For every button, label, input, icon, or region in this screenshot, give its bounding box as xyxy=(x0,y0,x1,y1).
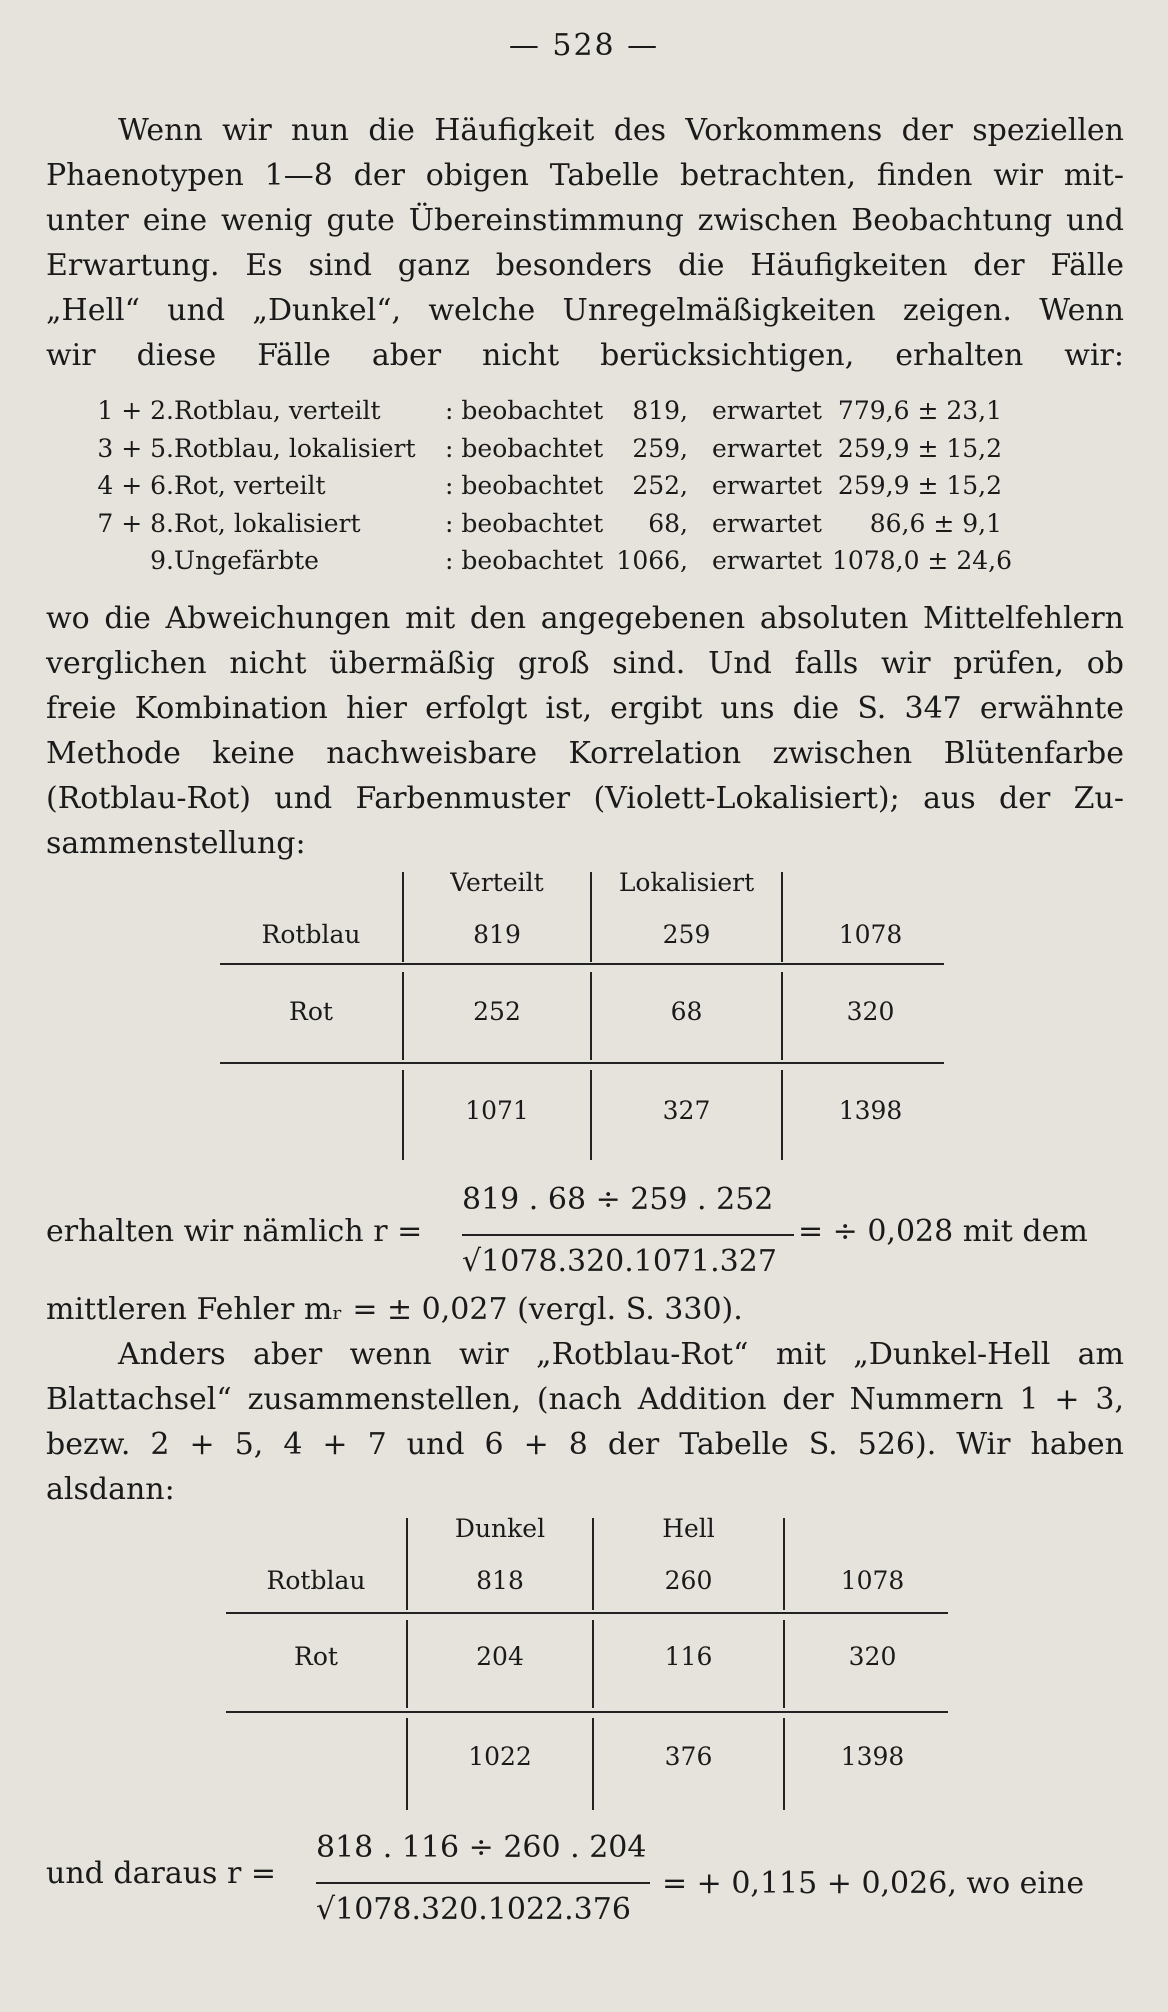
item-label: Rot, lokalisiert xyxy=(174,508,361,538)
formula-lead: erhalten wir nämlich r = xyxy=(46,1214,423,1249)
formula-denominator: √1078.320.1022.376 xyxy=(316,1892,631,1927)
text-line: Blattachsel“ zusammenstellen, (nach Addition der Nummern 1 + 3, xyxy=(46,1382,1124,1417)
row-label: Rot xyxy=(289,997,333,1026)
text-line: wo die Abweichungen mit den angegebenen absoluten Mittelfehlern xyxy=(46,601,1124,636)
item-observed-label: : beobachtet xyxy=(445,508,604,538)
item-label: Rotblau, lokalisiert xyxy=(174,433,416,463)
formula-numerator: 818 . 116 ÷ 260 . 204 xyxy=(316,1830,647,1865)
text-line: freie Kombination hier erfolgt ist, ergibt uns die S. 347 erwähnte xyxy=(46,691,1124,726)
item-expected-value: 1078,0 ± 24,6 xyxy=(832,546,1012,575)
text-line: Methode keine nachweisbare Korrelation zwischen Blütenfarbe xyxy=(46,736,1124,771)
text-line: bezw. 2 + 5, 4 + 7 und 6 + 8 der Tabelle S. 526). Wir haben xyxy=(46,1427,1124,1462)
item-observed-label: : beobachtet xyxy=(445,546,604,575)
text-line: unter eine wenig gute Übereinstimmung zwischen Beobachtung und xyxy=(46,203,1124,238)
item-number: 7 + 8. xyxy=(97,508,174,538)
text-line: wir diese Fälle aber nicht berücksichtigen, erhalten wir: xyxy=(46,338,1124,373)
item-number: 1 + 2. xyxy=(97,396,174,425)
table-cell: 252 xyxy=(473,997,521,1026)
item-label: Rotblau, verteilt xyxy=(174,396,381,425)
table-cell: 819 xyxy=(473,920,521,949)
item-expected-value: 86,6 ± 9,1 xyxy=(869,508,1002,538)
text-line: „Hell“ und „Dunkel“, welche Unregelmäßigkeiten zeigen. Wenn xyxy=(46,293,1124,328)
text-line: Anders aber wenn wir „Rotblau-Rot“ mit „Dunkel-Hell am xyxy=(118,1337,1124,1372)
item-number: 9. xyxy=(150,546,174,575)
text-line: (Rotblau-Rot) und Farbenmuster (Violett-Lokalisiert); aus der Zu- xyxy=(46,781,1124,816)
table-cell: 260 xyxy=(664,1566,713,1595)
item-number: 4 + 6. xyxy=(97,471,174,500)
row-label: Rotblau xyxy=(261,920,361,949)
table-cell: 376 xyxy=(664,1742,713,1771)
item-expected-value: 259,9 ± 15,2 xyxy=(837,471,1002,500)
item-expected-label: erwartet xyxy=(712,396,822,425)
item-observed-label: : beobachtet xyxy=(445,471,604,500)
item-observed-count: 259, xyxy=(632,433,688,463)
column-header: Dunkel xyxy=(454,1514,546,1543)
table-cell: 68 xyxy=(670,997,703,1026)
item-observed-label: : beobachtet xyxy=(445,433,604,463)
row-label: Rot xyxy=(294,1642,338,1671)
table-cell: 1071 xyxy=(465,1096,529,1125)
table-cell: 1398 xyxy=(838,1096,903,1125)
table-cell: 259 xyxy=(662,920,711,949)
text-line: Phaenotypen 1—8 der obigen Tabelle betrachten, finden wir mit- xyxy=(46,158,1124,193)
item-label: Ungefärbte xyxy=(174,546,319,575)
text-line: Erwartung. Es sind ganz besonders die Häufigkeiten der Fälle xyxy=(46,248,1124,283)
table-cell: 1022 xyxy=(468,1742,532,1771)
table-cell: 320 xyxy=(848,1642,897,1671)
item-expected-value: 779,6 ± 23,1 xyxy=(837,396,1002,425)
item-expected-label: erwartet xyxy=(712,471,822,500)
item-observed-count: 252, xyxy=(632,471,688,500)
table-cell: 204 xyxy=(476,1642,524,1671)
item-observed-count: 1066, xyxy=(616,546,688,575)
item-observed-count: 819, xyxy=(632,396,688,425)
column-header: Lokalisiert xyxy=(618,868,755,897)
table-cell: 1078 xyxy=(838,920,903,949)
text-line: mittleren Fehler mᵣ = ± 0,027 (vergl. S. 330). xyxy=(46,1292,743,1327)
table-cell: 116 xyxy=(664,1642,713,1671)
formula-lead: und daraus r = xyxy=(46,1856,276,1891)
text-line: alsdann: xyxy=(46,1472,175,1507)
formula-denominator: √1078.320.1071.327 xyxy=(462,1244,777,1279)
table-cell: 1078 xyxy=(840,1566,905,1595)
column-header: Verteilt xyxy=(450,868,544,897)
formula-trail: = ÷ 0,028 mit dem xyxy=(798,1214,1088,1249)
text-line: verglichen nicht übermäßig groß sind. Und falls wir prüfen, ob xyxy=(46,646,1124,681)
table-cell: 327 xyxy=(662,1096,711,1125)
item-number: 3 + 5. xyxy=(97,433,174,463)
table-cell: 320 xyxy=(846,997,895,1026)
table-cell: 1398 xyxy=(840,1742,905,1771)
item-expected-value: 259,9 ± 15,2 xyxy=(837,433,1002,463)
text-line: sammenstellung: xyxy=(46,826,306,861)
table-cell: 818 xyxy=(476,1566,524,1595)
page-number: — 528 — xyxy=(508,28,660,63)
text-line: Wenn wir nun die Häufigkeit des Vorkommens der speziellen xyxy=(118,113,1124,148)
row-label: Rotblau xyxy=(266,1566,366,1595)
column-header: Hell xyxy=(662,1514,715,1543)
formula-trail: = + 0,115 + 0,026, wo eine xyxy=(662,1866,1085,1901)
item-expected-label: erwartet xyxy=(712,546,822,575)
item-expected-label: erwartet xyxy=(712,433,822,463)
item-label: Rot, verteilt xyxy=(174,471,326,500)
formula-numerator: 819 . 68 ÷ 259 . 252 xyxy=(462,1182,774,1217)
item-expected-label: erwartet xyxy=(712,508,822,538)
item-observed-label: : beobachtet xyxy=(445,396,604,425)
item-observed-count: 68, xyxy=(648,508,688,538)
